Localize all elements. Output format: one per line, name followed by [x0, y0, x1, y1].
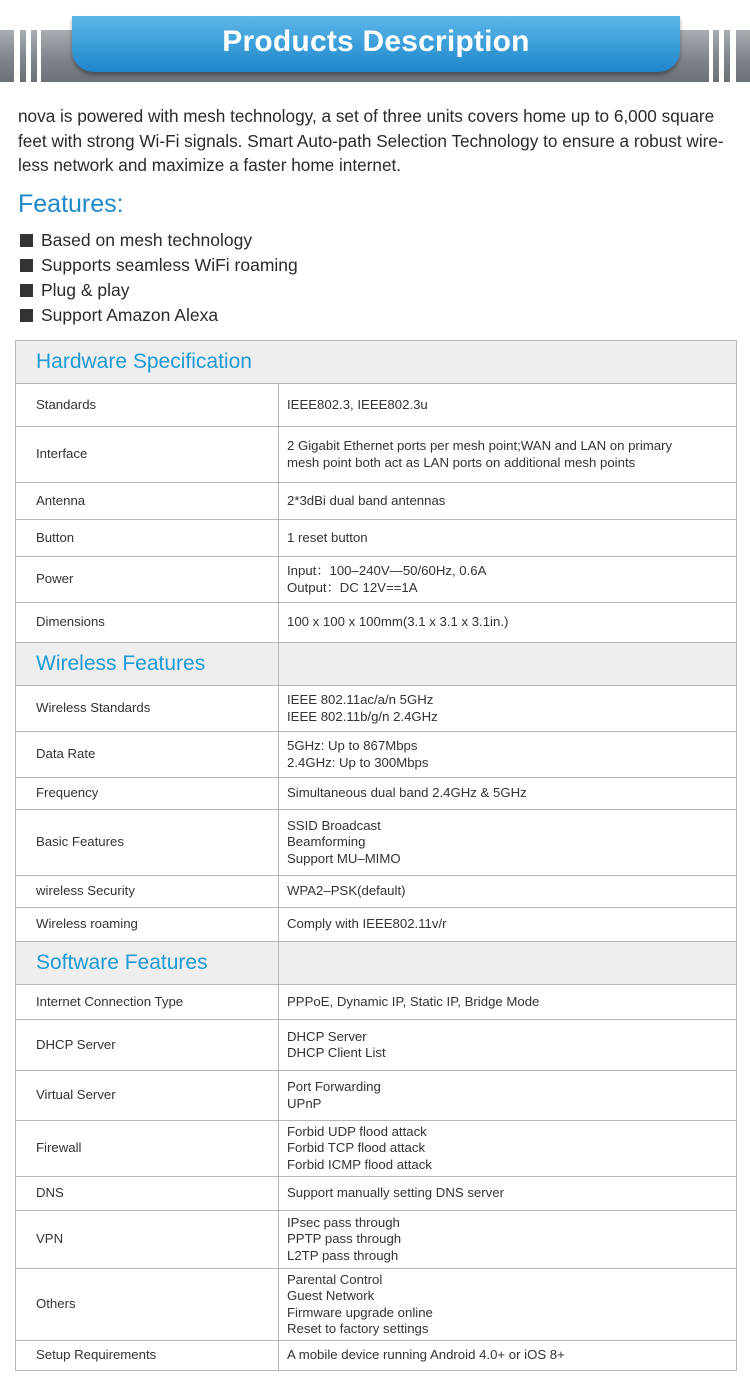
banner-stripe-right-3	[730, 30, 736, 82]
spec-value-line: IEEE802.3, IEEE802.3u	[287, 396, 428, 412]
spec-value	[279, 483, 737, 520]
spec-value	[279, 876, 737, 908]
spec-label: wireless Security	[16, 876, 279, 908]
spec-value	[279, 1071, 737, 1121]
spec-value-line: 2.4GHz: Up to 300Mbps	[287, 754, 429, 770]
spec-label: Setup Requirements	[16, 1341, 279, 1371]
page-title: Products Description	[222, 25, 530, 58]
spec-label: Button	[16, 520, 279, 557]
spec-value-line: IEEE 802.11ac/a/n 5GHz	[287, 692, 434, 707]
square-bullet-icon	[20, 234, 33, 247]
spec-label: VPN	[16, 1211, 279, 1269]
spec-value	[279, 1269, 737, 1341]
spec-label: Frequency	[16, 778, 279, 810]
spec-value-line: SSID Broadcast	[287, 817, 381, 833]
spec-value	[279, 985, 737, 1020]
spec-value-line: Input：100–240V—50/60Hz, 0.6A	[287, 563, 487, 578]
spec-value-line: PPTP pass through	[287, 1231, 402, 1247]
banner-stripe-left-1	[14, 30, 20, 82]
spec-row-wireless-security	[16, 876, 737, 908]
spec-value	[279, 1121, 737, 1177]
spec-value-line: UPnP	[287, 1095, 322, 1111]
spec-value-line: DHCP Client List	[287, 1045, 386, 1060]
spec-label: Wireless roaming	[16, 908, 279, 942]
section-hardware	[16, 341, 737, 384]
features-heading: Features:	[18, 190, 124, 218]
feature-text: Supports seamless WiFi roaming	[41, 255, 298, 275]
section-title-blank	[279, 643, 737, 686]
spec-value	[279, 732, 737, 778]
spec-row-setup-requirements	[16, 1341, 737, 1371]
spec-row-power	[16, 557, 737, 603]
spec-row-dhcp-server	[16, 1020, 737, 1071]
spec-label: Power	[16, 557, 279, 603]
spec-table	[15, 340, 737, 1371]
spec-value	[279, 520, 737, 557]
feature-text: Based on mesh technology	[41, 230, 253, 250]
section-title-hardware: Hardware Specification	[16, 341, 737, 384]
section-wireless	[16, 643, 737, 686]
feature-item	[20, 303, 298, 328]
feature-item	[20, 228, 298, 253]
features-list	[20, 228, 298, 328]
spec-label: Data Rate	[16, 732, 279, 778]
spec-row-vpn	[16, 1211, 737, 1269]
spec-value-line: Firmware upgrade online	[287, 1304, 433, 1320]
spec-label: Standards	[16, 384, 279, 427]
spec-value-line: Output：DC 12V==1A	[287, 579, 418, 595]
banner-title-plate	[72, 16, 680, 72]
spec-value-line: Support MU–MIMO	[287, 850, 401, 866]
spec-label: Wireless Standards	[16, 686, 279, 732]
spec-value-line: Support manually setting DNS server	[287, 1185, 504, 1201]
spec-value-line: 2*3dBi dual band antennas	[287, 492, 446, 508]
spec-row-dimensions	[16, 603, 737, 643]
spec-value-line: A mobile device running Android 4.0+ or iOS 8+	[287, 1347, 565, 1363]
spec-value-line: mesh point both act as LAN ports on additional mesh points	[287, 454, 636, 470]
banner-stripe-left-2	[26, 30, 31, 82]
section-title-wireless: Wireless Features	[16, 643, 279, 686]
banner-stripe-right-2	[719, 30, 724, 82]
spec-value-line: Simultaneous dual band 2.4GHz & 5GHz	[287, 785, 527, 801]
spec-row-basic-features	[16, 810, 737, 876]
spec-row-dns	[16, 1177, 737, 1211]
spec-row-connection-type	[16, 985, 737, 1020]
spec-row-data-rate	[16, 732, 737, 778]
spec-value-line: 100 x 100 x 100mm(3.1 x 3.1 x 3.1in.)	[287, 614, 509, 630]
spec-row-firewall	[16, 1121, 737, 1177]
banner-stripe-right-1	[709, 30, 713, 82]
intro-paragraph: nova is powered with mesh technology, a set of three units covers home up to 6,000 square feet with strong Wi-Fi signals. Smart Auto-path Selection Technology to ensure a robust wire-less network and maximize a faster home internet.	[18, 106, 724, 175]
spec-value-line: Forbid UDP flood attack	[287, 1123, 427, 1139]
spec-label: Basic Features	[16, 810, 279, 876]
spec-value	[279, 1177, 737, 1211]
spec-value-line: Parental Control	[287, 1271, 383, 1287]
spec-row-standards	[16, 384, 737, 427]
spec-value	[279, 557, 737, 603]
spec-value-line: IPsec pass through	[287, 1214, 400, 1230]
spec-label: Virtual Server	[16, 1071, 279, 1121]
spec-row-antenna	[16, 483, 737, 520]
spec-value-line: Port Forwarding	[287, 1079, 381, 1094]
spec-value-line: DHCP Server	[287, 1028, 367, 1044]
feature-item	[20, 253, 298, 278]
products-description-banner	[0, 16, 750, 82]
spec-value-line: PPPoE, Dynamic IP, Static IP, Bridge Mode	[287, 993, 540, 1009]
feature-item	[20, 278, 298, 303]
spec-value	[279, 1020, 737, 1071]
square-bullet-icon	[20, 284, 33, 297]
spec-value-line: Beamforming	[287, 834, 366, 850]
square-bullet-icon	[20, 309, 33, 322]
spec-value	[279, 384, 737, 427]
spec-row-interface	[16, 427, 737, 483]
spec-value	[279, 908, 737, 942]
spec-label: Others	[16, 1269, 279, 1341]
section-software	[16, 942, 737, 985]
spec-value-line: 2 Gigabit Ethernet ports per mesh point;WAN and LAN on primary	[287, 438, 673, 453]
spec-row-frequency	[16, 778, 737, 810]
banner-stripe-left-3	[37, 30, 41, 82]
section-title-blank	[279, 942, 737, 985]
spec-value-line: 1 reset button	[287, 529, 368, 545]
spec-label: Internet Connection Type	[16, 985, 279, 1020]
spec-value	[279, 686, 737, 732]
spec-row-wireless-roaming	[16, 908, 737, 942]
spec-value-line: Guest Network	[287, 1288, 375, 1303]
spec-row-virtual-server	[16, 1071, 737, 1121]
spec-value-line: Forbid TCP flood attack	[287, 1140, 426, 1156]
spec-value	[279, 1211, 737, 1269]
spec-value-line: L2TP pass through	[287, 1247, 399, 1263]
spec-value	[279, 603, 737, 643]
spec-value-line: Reset to factory settings	[287, 1321, 429, 1336]
spec-value-line: IEEE 802.11b/g/n 2.4GHz	[287, 708, 438, 724]
square-bullet-icon	[20, 259, 33, 272]
spec-label: DNS	[16, 1177, 279, 1211]
spec-value	[279, 778, 737, 810]
spec-label: Antenna	[16, 483, 279, 520]
section-title-software: Software Features	[16, 942, 279, 985]
spec-label: Interface	[16, 427, 279, 483]
spec-row-wireless-standards	[16, 686, 737, 732]
feature-text: Support Amazon Alexa	[41, 305, 219, 325]
spec-label: Firewall	[16, 1121, 279, 1177]
spec-label: DHCP Server	[16, 1020, 279, 1071]
spec-value-line: Forbid ICMP flood attack	[287, 1156, 432, 1172]
spec-row-button	[16, 520, 737, 557]
spec-value	[279, 427, 737, 483]
spec-value	[279, 810, 737, 876]
spec-value-line: WPA2–PSK(default)	[287, 883, 406, 899]
spec-value-line: 5GHz: Up to 867Mbps	[287, 738, 418, 753]
feature-text: Plug & play	[41, 280, 130, 300]
spec-row-others	[16, 1269, 737, 1341]
spec-value-line: Comply with IEEE802.11v/r	[287, 916, 447, 932]
spec-value	[279, 1341, 737, 1371]
spec-label: Dimensions	[16, 603, 279, 643]
